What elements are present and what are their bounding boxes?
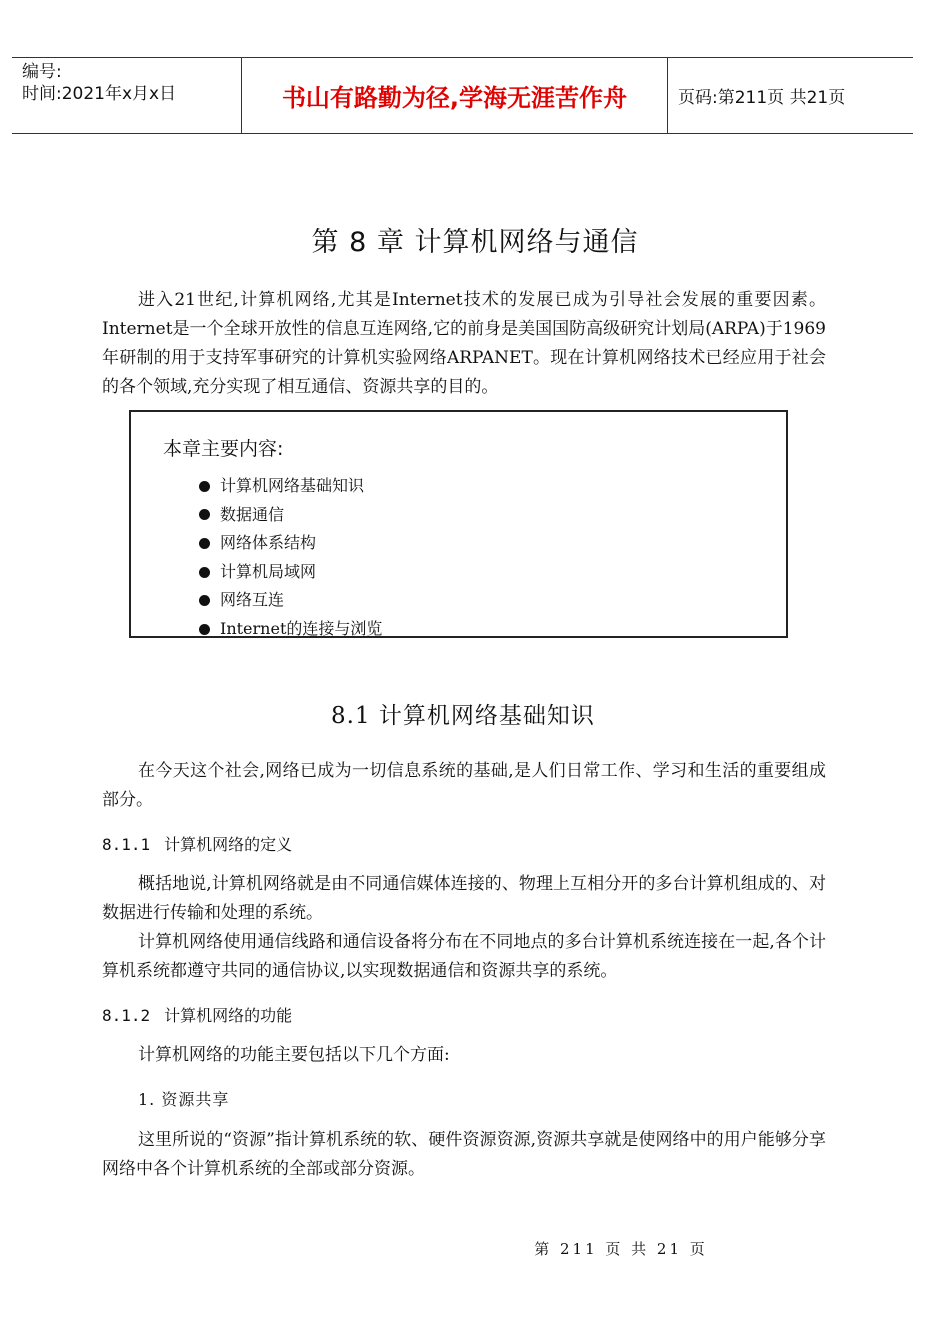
subsection-heading — [102, 832, 292, 855]
header-page-info: 页码:第211页 共21页 — [678, 88, 846, 108]
definition-paragraph-1: 概括地说,计算机网络就是由不同通信媒体连接的、物理上互相分开的多台计算机组成的、对数据进行传输和处理的系统。 — [102, 874, 826, 923]
section-title: 8.1 计算机网络基础知识 — [331, 703, 595, 729]
chapter-contents-box — [129, 410, 788, 638]
bullet-icon — [199, 567, 210, 578]
list-item: 数据通信 — [199, 501, 382, 530]
bullet-icon — [199, 538, 210, 549]
definition-paragraph-2: 计算机网络使用通信线路和通信设备将分布在不同地点的多台计算机系统连接在一起,各个计算机系统都遵守共同的通信协议,以实现数据通信和资源共享的系统。 — [102, 932, 826, 981]
list-item: Internet的连接与浏览 — [199, 615, 382, 644]
page-header — [12, 57, 913, 134]
bullet-icon — [199, 595, 210, 606]
subsection-number: 8.1.1 — [102, 835, 151, 854]
number-label: 编号: — [22, 62, 62, 82]
subsection-title: 计算机网络的功能 — [164, 1006, 293, 1025]
list-item: 计算机局域网 — [199, 558, 382, 587]
list-item: 计算机网络基础知识 — [199, 472, 382, 501]
page-footer: 第 211 页 共 21 页 — [534, 1240, 708, 1258]
list-item: 网络互连 — [199, 586, 382, 615]
function-intro: 计算机网络的功能主要包括以下几个方面: — [138, 1045, 450, 1065]
contents-list — [199, 472, 382, 644]
subsection-heading — [102, 1003, 292, 1026]
bullet-icon — [199, 481, 210, 492]
contents-box-title: 本章主要内容: — [163, 438, 284, 460]
intro-paragraph: 进入21世纪,计算机网络,尤其是Internet技术的发展已成为引导社会发展的重要因素。Internet是一个全球开放性的信息互连网络,它的前身是美国国防高级研究计划局(ARPA)于1969年研制的用于支持军事研究的计算机实验网络ARPANET。现在计算机网络技术已经应用于社会的各个领域,充分实现了相互通信、资源共享的目的。 — [102, 290, 826, 397]
chapter-title: 第 8 章 计算机网络与通信 — [311, 227, 639, 258]
bullet-icon — [199, 624, 210, 635]
section-intro: 在今天这个社会,网络已成为一切信息系统的基础,是人们日常工作、学习和生活的重要组成部分。 — [102, 761, 826, 810]
subsection-number: 8.1.2 — [102, 1006, 151, 1025]
bullet-icon — [199, 509, 210, 520]
header-meta — [12, 58, 242, 133]
item-label: 1. 资源共享 — [138, 1090, 230, 1109]
resource-sharing-paragraph: 这里所说的“资源”指计算机系统的软、硬件资源资源,资源共享就是使网络中的用户能够分享网络中各个计算机系统的全部或部分资源。 — [102, 1130, 826, 1179]
header-motto: 书山有路勤为径,学海无涯苦作舟 — [242, 58, 668, 133]
subsection-title: 计算机网络的定义 — [164, 835, 293, 854]
list-item: 网络体系结构 — [199, 529, 382, 558]
time-label: 时间:2021年x月x日 — [22, 84, 177, 104]
